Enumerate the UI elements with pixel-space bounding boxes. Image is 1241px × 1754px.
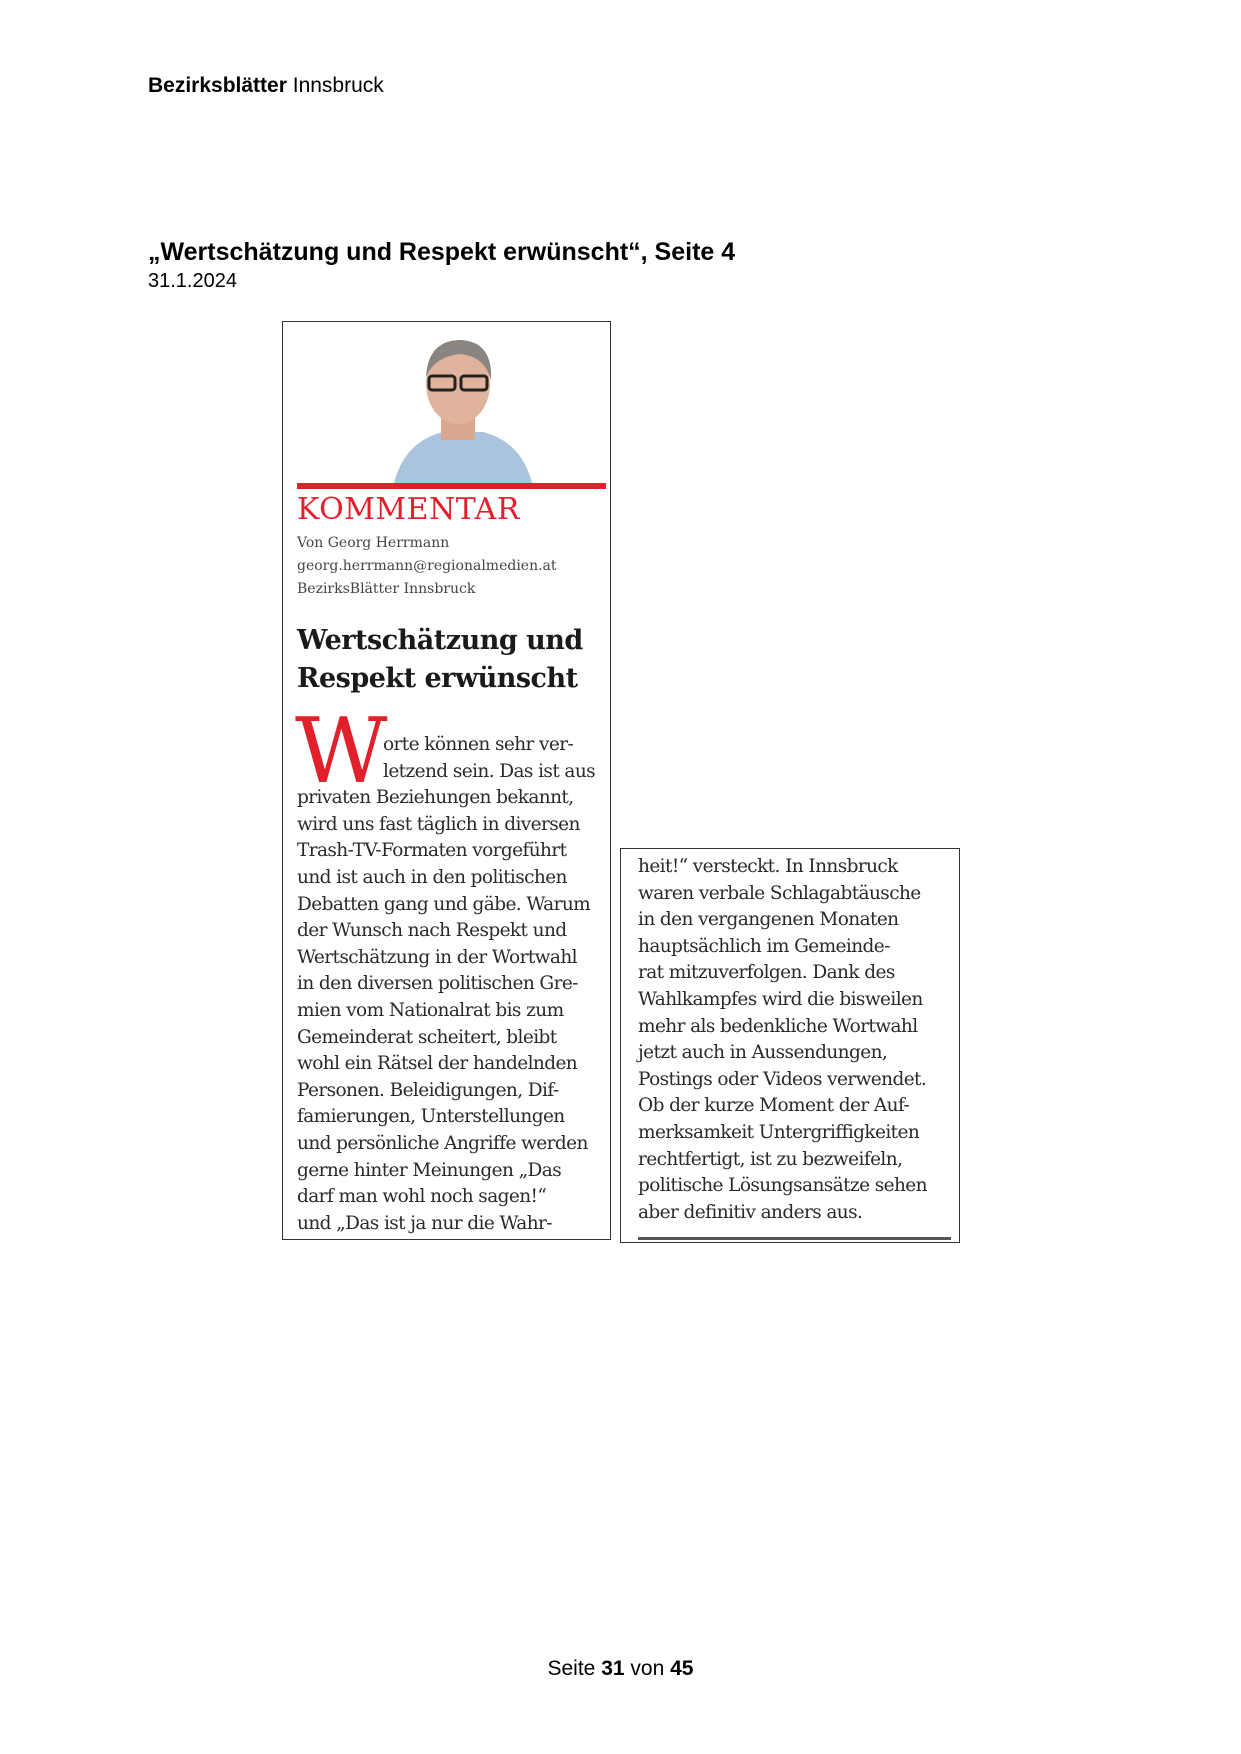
headline-line: Wertschätzung und [297,625,583,656]
text-line: der Wunsch nach Respekt und [297,920,567,942]
text-line: Postings oder Videos verwendet. [638,1068,927,1090]
text-line: Gemeinderat scheitert, bleibt [297,1026,557,1048]
text-line: hauptsächlich im Gemeinde- [638,935,890,957]
page-footer [0,1657,1241,1681]
byline [297,532,557,601]
article-title: „Wertschätzung und Respekt erwünscht“, Seite 4 [148,238,736,266]
text-line: politische Lösungsansätze sehen [638,1175,927,1197]
text-line: privaten Beziehungen bekannt, [297,787,574,809]
text-line: in den diversen politischen Gre- [297,973,578,995]
text-line: wird uns fast täglich in diversen [297,813,580,835]
text-line: und persönliche Angriffe werden [297,1132,588,1154]
text-line: famierungen, Unterstellungen [297,1106,565,1128]
text-line: wohl ein Rätsel der handelnden [297,1053,578,1075]
text-line: rechtfertigt, ist zu bezweifeln, [638,1148,903,1170]
text-line: gerne hinter Meinungen „Das [297,1159,562,1181]
text-line: Wahlkampfes wird die bisweilen [638,988,923,1010]
text-line: Personen. Beleidigungen, Dif- [297,1079,559,1101]
section-label: KOMMENTAR [297,492,520,527]
footer-mid: von [630,1657,665,1680]
author-name: Von Georg Herrmann [297,535,450,551]
text-line: orte können sehr ver- [383,734,574,755]
text-line: in den vergangenen Monaten [638,909,899,931]
text-line: mien vom Nationalrat bis zum [297,999,564,1021]
text-line: rat mitzuverfolgen. Dank des [638,962,895,984]
article-date: 31.1.2024 [148,270,237,292]
footer-prefix: Seite [547,1657,596,1680]
body-text-col2 [638,854,927,1226]
author-email: georg.herrmann@regionalmedien.at [297,558,557,574]
total-pages: 45 [670,1657,694,1680]
text-line: darf man wohl noch sagen!“ [297,1186,547,1208]
headline [297,622,583,698]
clipping-column-1 [282,321,611,1240]
body-text-col1 [297,732,595,1237]
text-line: merksamkeit Untergriffigkeiten [638,1121,920,1143]
text-line: letzend sein. Das ist aus [383,760,596,782]
text-line: Debatten gang und gäbe. Warum [297,893,591,915]
drop-cap: W [295,699,388,804]
text-line: waren verbale Schlagabtäusche [638,882,921,904]
clipping-column-2 [620,848,960,1243]
author-photo [373,332,543,487]
text-line: jetzt auch in Aussendungen, [638,1042,888,1064]
headline-line: Respekt erwünscht [297,663,578,694]
text-line: Ob der kurze Moment der Auf- [638,1095,910,1117]
text-line: Trash-TV-Formaten vorgeführt [297,840,567,862]
current-page: 31 [601,1657,625,1680]
text-line: und „Das ist ja nur die Wahr- [297,1212,552,1234]
text-line: und ist auch in den politischen [297,866,567,888]
red-divider [297,483,606,489]
text-line: heit!“ versteckt. In Innsbruck [638,856,898,877]
outlet-name: BezirksBlätter Innsbruck [297,581,476,597]
text-line: mehr als bedenkliche Wortwahl [638,1015,918,1037]
brand-name: Bezirksblätter [148,74,287,97]
text-line: Wertschätzung in der Wortwahl [297,946,577,968]
end-rule [638,1237,951,1240]
text-line: aber definitiv anders aus. [638,1201,863,1223]
publication-header [148,74,384,98]
brand-location: Innsbruck [292,74,384,97]
